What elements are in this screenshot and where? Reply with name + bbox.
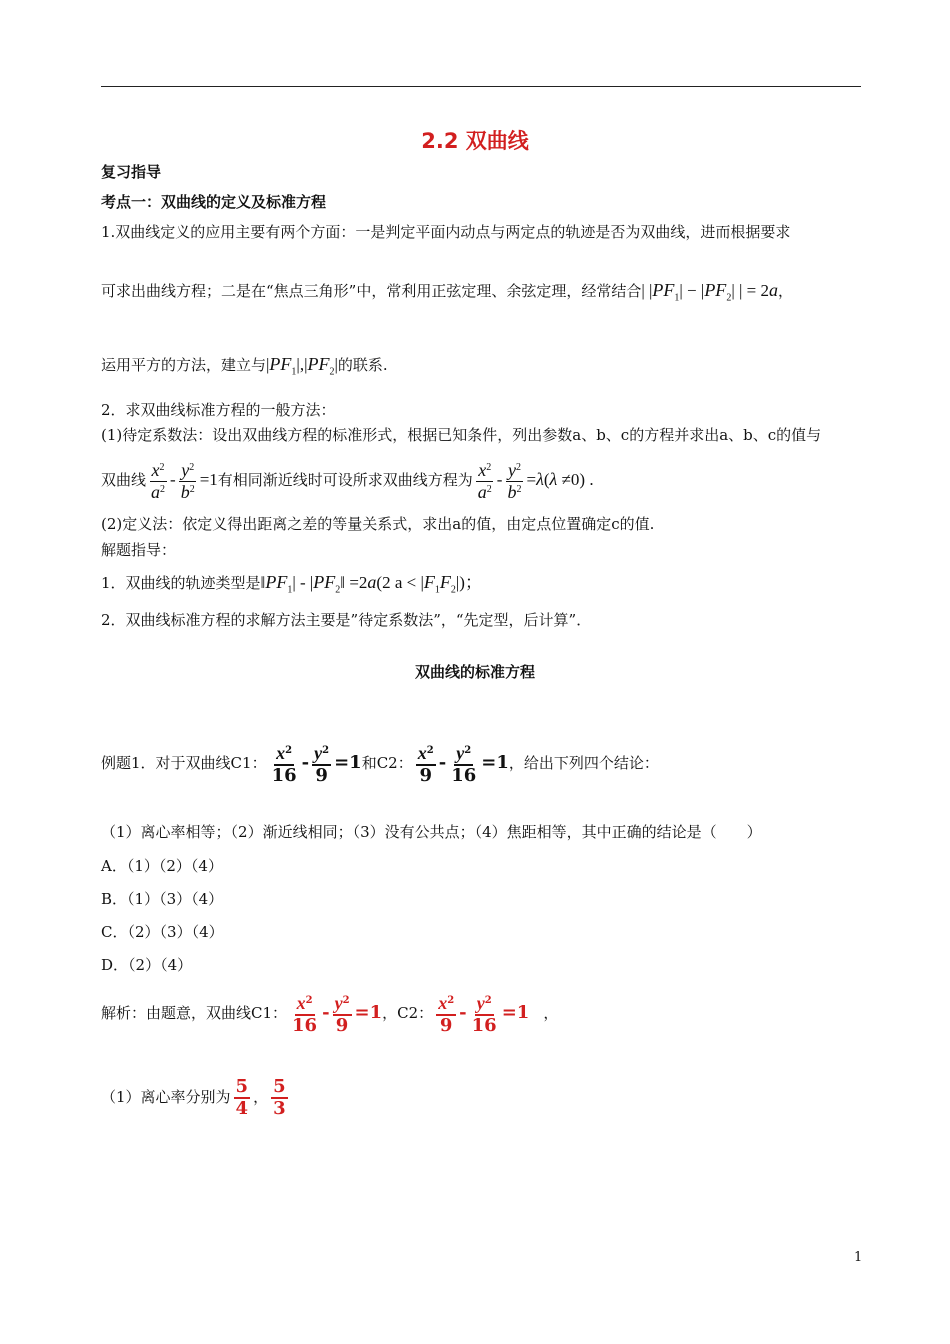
paragraph-2-line-3: 双曲线 $\frac{x^2}{a^2}$ - $\frac{y^2}{b^2}$ =1有相同渐近线时可设所求双曲线方程为 $\frac{x^2}{a^2}$ - $\frac{y^2}{b^2}$ =λ(λ ≠0) . [101, 459, 594, 502]
paragraph-1-line-2: 可求出曲线方程；二是在“焦点三角形”中，常利用正弦定理、余弦定理，经常结合| $|PF_1| - |PF_2|$ | = 2a， [101, 280, 793, 304]
formula-c2-y-term: $\frac{y^2}{16}$ [451, 742, 477, 786]
paragraph-1-line-3: 运用平方的方法，建立与$|PF_1|,|PF_2|$的联系. [101, 354, 388, 378]
option-d: D．（2）（4） [101, 956, 193, 974]
example-1-line: 例题1．对于双曲线C1： $\frac{x^2}{16}$ - $\frac{y^2}{9}$ =1和C2： $\frac{x^2}{9}$ - $\frac{y^2}{16}$ =1，给出下列四个结论： [101, 742, 659, 786]
formula-c2-x-term: $\frac{x^2}{9}$ [417, 742, 434, 786]
header-rule [101, 86, 861, 87]
page-number: 1 [854, 1250, 863, 1265]
eccentricity-line: （1）离心率分别为 $\frac{5}{4}$ ， $\frac{5}{3}$ [101, 1074, 291, 1120]
kaodian-heading: 考点一：双曲线的定义及标准方程 [101, 193, 327, 211]
formula-focal-radii: $|PF_1|,|PF_2|$ [266, 354, 338, 378]
formula-c1-y-term: $\frac{y^2}{9}$ [314, 742, 330, 786]
formula-trajectory: $‖PF_1|$ - $|PF_2‖ =2a(2$ $a < |F_1F_2|$)； [260, 572, 482, 596]
eccentricity-values: $\frac{5}{4}$ ， $\frac{5}{3}$ [235, 1076, 286, 1119]
formula-y2-b2-lambda: $\frac{y^2}{b^2}$ [507, 459, 522, 502]
paragraph-2-line-4: (2)定义法：依定义得出距离之差的等量关系式，求出a的值，由定点位置确定c的值. [101, 515, 655, 533]
formula-y2-b2: $\frac{y^2}{b^2}$ [180, 459, 195, 502]
jieti-item-1: 1．双曲线的轨迹类型是$‖PF_1|$ - $|PF_2‖ =2a(2$ $a < |F_1F_2|$)； [101, 572, 482, 596]
section-subtitle: 双曲线的标准方程 [414, 663, 535, 681]
option-c: C．（2）（3）（4） [101, 923, 224, 941]
review-guide-heading: 复习指导 [101, 163, 162, 181]
jieti-heading: 解题指导： [101, 541, 177, 559]
analysis-c1-formula: $\frac{x^2}{16}$ - $\frac{y^2}{9}$ =1 [292, 992, 383, 1036]
formula-x2-a2-lambda: $\frac{x^2}{a^2}$ [477, 459, 492, 502]
formula-focal-difference: | $|PF_1| - |PF_2|$ | = 2a [641, 280, 778, 304]
paragraph-2-line-1: 2．求双曲线标准方程的一般方法： [101, 401, 336, 419]
jieti-item-2: 2．双曲线标准方程的求解方法主要是”待定系数法”，“先定型，后计算”． [101, 611, 592, 629]
analysis-c2-formula: $\frac{x^2}{9}$ - $\frac{y^2}{16}$ =1 [438, 992, 530, 1036]
paragraph-1-line-1: 1.双曲线定义的应用主要有两个方面：一是判定平面内动点与两定点的轨迹是否为双曲线，进而根据要求 [101, 223, 791, 241]
formula-c1-x-term: $\frac{x^2}{16}$ [271, 742, 297, 786]
option-a: A．（1）（2）（4） [101, 857, 223, 875]
formula-x2-a2: $\frac{x^2}{a^2}$ [151, 459, 166, 502]
analysis-line: 解析：由题意，双曲线C1： $\frac{x^2}{16}$ - $\frac{y^2}{9}$ =1，C2： $\frac{x^2}{9}$ - $\frac{y^2}{16}$ =1 ， [101, 992, 559, 1036]
paragraph-2-line-2: (1)待定系数法：设出双曲线方程的标准形式，根据已知条件，列出参数a、b、c的方程并求出a、b、c的值与 [101, 426, 822, 444]
option-b: B．（1）（3）（4） [101, 890, 224, 908]
question-text: （1）离心率相等；（2）渐近线相同；（3）没有公共点；（4）焦距相等，其中正确的结论是（ ） [101, 823, 762, 841]
page-title: 2.2 双曲线 [421, 129, 529, 153]
